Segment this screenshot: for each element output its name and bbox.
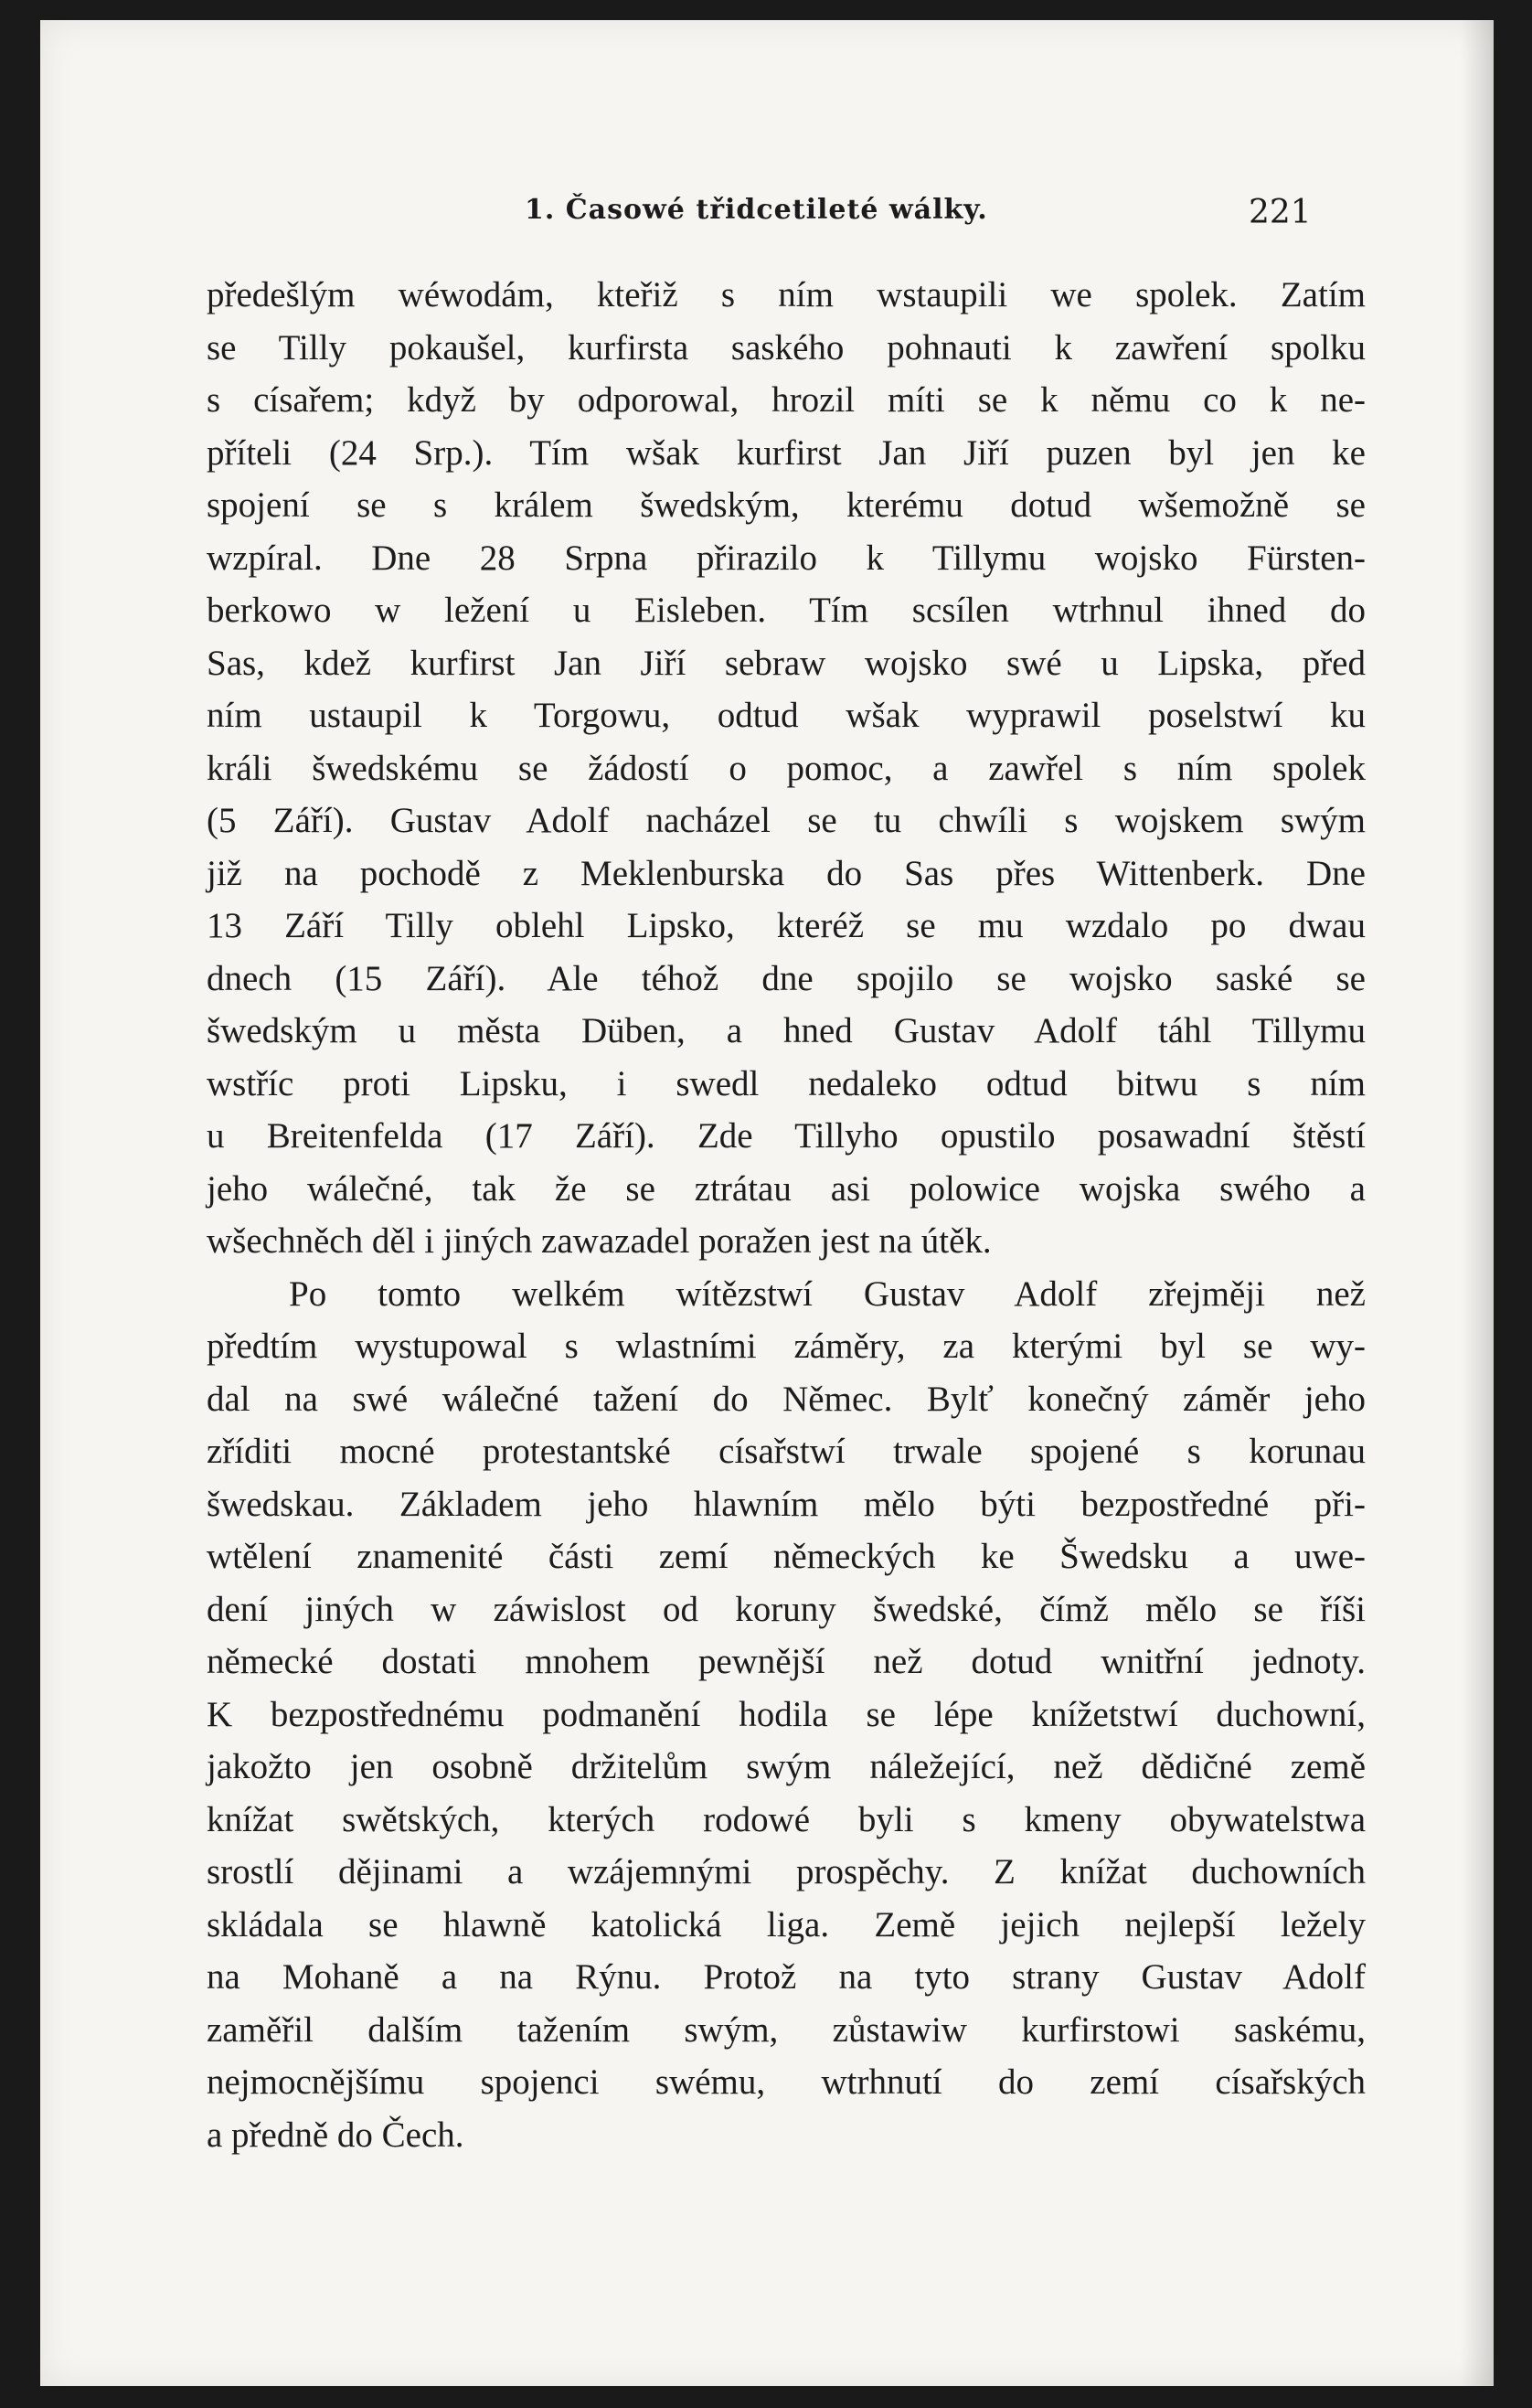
text-line: jakožto jen osobně držitelům swým náležející, než dědičné země: [207, 1747, 1366, 1786]
text-line: Sas, kdež kurfirst Jan Jiří sebraw wojsko swé u Lipska, před: [207, 643, 1366, 683]
text-line: 13 Září Tilly oblehl Lipsko, kteréž se mu wzdalo po dwau: [207, 906, 1366, 945]
page-edge-shadow: [1461, 20, 1494, 2386]
text-line: a předně do Čech.: [207, 2115, 464, 2155]
text-line: německé dostati mnohem pewnější než dotud wnitřní jednoty.: [207, 1642, 1366, 1681]
text-line: K bezpostřednému podmanění hodila se lépe knížetstwí duchowní,: [207, 1694, 1366, 1734]
text-line: Po tomto welkém wítězstwí Gustav Adolf zřejměji než: [289, 1273, 1366, 1314]
body-text: [207, 269, 1366, 2161]
text-line: spojení se s králem šwedským, kterému dotud wšemožně se: [207, 485, 1366, 525]
text-line: berkowo w ležení u Eisleben. Tím scsílen wtrhnul ihned do: [207, 591, 1366, 630]
text-line: šwedským u města Düben, a hned Gustav Adolf táhl Tillymu: [207, 1011, 1366, 1050]
text-line: skládala se hlawně katolická liga. Země jejich nejlepší ležely: [207, 1904, 1366, 1945]
page-number: 221: [1249, 194, 1312, 231]
text-line: předtím wystupowal s wlastními záměry, za kterými byl se wy-: [207, 1327, 1366, 1366]
text-line: srostlí dějinami a wzájemnými prospěchy. Z knížat duchowních: [207, 1852, 1366, 1891]
text-line: na Mohaně a na Rýnu. Protož na tyto strany Gustav Adolf: [207, 1957, 1366, 1997]
book-page: [40, 20, 1494, 2386]
text-line: u Breitenfelda (17 Září). Zde Tillyho opustilo posawadní štěstí: [207, 1116, 1366, 1156]
text-line: šwedskau. Základem jeho hlawním mělo býti bezpostředné při-: [207, 1484, 1366, 1524]
text-line: wtělení znamenité části zemí německých ke Šwedsku a uwe-: [207, 1537, 1366, 1576]
text-line: knížat swětských, kterých rodowé byli s kmeny obywatelstwa: [207, 1799, 1366, 1839]
text-line: s císařem; když by odporowal, hrozil míti se k němu co k ne-: [207, 380, 1366, 420]
text-line: wzpíral. Dne 28 Srpna přirazilo k Tillymu wojsko Fürsten-: [207, 538, 1366, 578]
text-line: zaměřil dalším tažením swým, zůstawiw kurfirstowi saskému,: [207, 2009, 1366, 2050]
text-line: dal na swé wálečné tažení do Němec. Bylť konečný záměr jeho: [207, 1379, 1366, 1419]
paragraph-2: [207, 1268, 1366, 2162]
running-head: 1. Časowé třidcetileté wálky.: [525, 194, 988, 226]
text-line: zříditi mocné protestantské císařstwí trwale spojené s korunau: [207, 1432, 1366, 1471]
text-line: králi šwedskému se žádostí o pomoc, a zawřel s ním spolek: [207, 748, 1366, 788]
paragraph-1: [207, 269, 1366, 1268]
text-line: předešlým wéwodám, kteřiž s ním wstaupili we spolek. Zatím: [207, 275, 1366, 314]
text-line: (5 Září). Gustav Adolf nacházel se tu chwíli s wojskem swým: [207, 801, 1366, 840]
text-line: wstříc proti Lipsku, i swedl nedaleko odtud bitwu s ním: [207, 1063, 1366, 1103]
text-line: ním ustaupil k Torgowu, odtud wšak wyprawil poselstwí ku: [207, 696, 1366, 735]
text-line: jeho wálečné, tak že se ztrátau asi polowice wojska swého a: [207, 1168, 1366, 1209]
text-line: již na pochodě z Meklenburska do Sas přes Wittenberk. Dne: [207, 853, 1366, 893]
page-header: [40, 176, 1338, 230]
text-line: se Tilly pokaušel, kurfirsta saského pohnauti k zawření spolku: [207, 327, 1366, 368]
text-line: dnech (15 Září). Ale téhož dne spojilo se wojsko saské se: [207, 958, 1366, 998]
text-line: příteli (24 Srp.). Tím wšak kurfirst Jan Jiří puzen byl jen ke: [207, 432, 1366, 473]
text-line: wšechněch děl i jiných zawazadel poražen jest na útěk.: [207, 1221, 992, 1261]
text-line: nejmocnějšímu spojenci swému, wtrhnutí do zemí císařských: [207, 2062, 1366, 2102]
text-line: dení jiných w záwislost od koruny šwedské, čímž mělo se říši: [207, 1589, 1366, 1629]
